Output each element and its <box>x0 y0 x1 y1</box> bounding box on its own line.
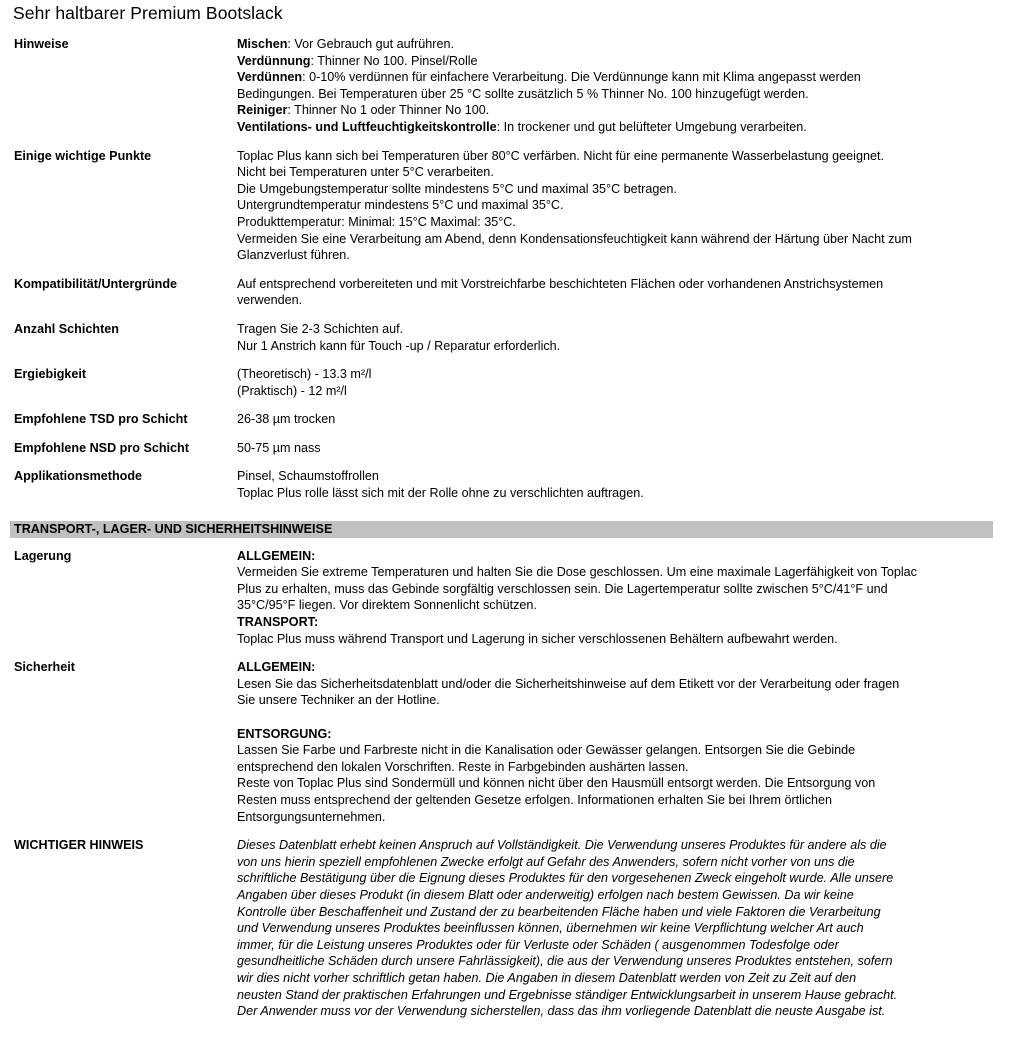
text-line <box>237 321 997 338</box>
body-text: : Vor Gebrauch gut aufrühren. <box>287 37 455 51</box>
text-line <box>237 197 997 214</box>
text-line <box>237 904 997 921</box>
datasheet-row-sicherheit <box>0 659 1024 825</box>
row-label: Lagerung <box>14 548 72 563</box>
datasheet-row-kompatibilitat-untergrunde <box>0 276 1024 309</box>
text-line <box>237 411 997 428</box>
text-line <box>237 870 997 887</box>
text-line <box>237 468 997 485</box>
body-text: von uns hierin speziell empfohlenen Zwecke erfolgt auf Gefahr des Anwenders, sofern nicht vorher von uns die <box>237 854 855 869</box>
datasheet-row-ergiebigkeit <box>0 366 1024 399</box>
text-line <box>237 214 997 231</box>
row-label: Kompatibilität/Untergründe <box>14 276 178 291</box>
text-line <box>237 338 997 355</box>
text-line <box>237 726 997 743</box>
datasheet-row-einige-wichtige-punkte <box>0 148 1024 264</box>
row-content <box>237 440 997 457</box>
body-text: entsprechend den lokalen Vorschriften. Reste in Farbgebinden aushärten lassen. <box>237 759 689 774</box>
row-content <box>237 321 997 354</box>
row-label: Applikationsmethode <box>14 469 143 484</box>
row-label: Einige wichtige Punkte <box>14 148 152 163</box>
text-line <box>237 937 997 954</box>
bold-lead-text: Mischen <box>237 37 288 51</box>
bold-lead-text: Verdünnen <box>237 70 303 85</box>
text-line <box>237 564 997 581</box>
bold-lead-text: ALLGEMEIN: <box>237 660 316 675</box>
body-text: Glanzverlust führen. <box>237 248 350 263</box>
text-line <box>237 676 997 693</box>
body-text: 50-75 µm nass <box>237 440 321 455</box>
text-line <box>237 292 997 309</box>
row-content <box>237 411 997 428</box>
row-content <box>237 276 997 309</box>
text-line <box>237 164 997 181</box>
body-text: Vermeiden Sie eine Verarbeitung am Abend, denn Kondensationsfeuchtigkeit kann während der Härtung über Nacht zum <box>237 231 912 246</box>
row-content <box>237 548 997 648</box>
text-line <box>237 837 997 854</box>
bold-lead-text: ALLGEMEIN: <box>237 548 316 563</box>
text-line <box>237 102 997 119</box>
body-text: Tragen Sie 2-3 Schichten auf. <box>237 321 404 336</box>
body-text: schriftliche Bestätigung über die Eignung dieses Produktes für den vorgesehenen Zweck eingeholt wurde. Alle unsere <box>237 871 894 886</box>
body-text: Die Umgebungstemperatur sollte mindestens 5°C und maximal 35°C betragen. <box>237 181 677 196</box>
row-label: Empfohlene TSD pro Schicht <box>14 412 188 427</box>
text-line <box>237 920 997 937</box>
text-line <box>237 953 997 970</box>
body-text: Bedingungen. Bei Temperaturen über 25 °C sollte zusätzlich 5 % Thinner No. 100 hinzugefügt werden. <box>237 86 809 101</box>
row-content <box>237 36 997 136</box>
row-label: Hinweise <box>14 37 69 51</box>
text-line <box>237 231 997 248</box>
body-text: Reste von Toplac Plus sind Sondermüll und können nicht über den Hausmüll entsorgt werden. Die Entsorgung von <box>237 776 876 791</box>
text-line <box>237 247 997 264</box>
body-text: : In trockener und gut belüfteter Umgebung verarbeiten. <box>496 119 807 134</box>
body-text: immer, für die Leistung unseres Produktes oder für Verluste oder Schäden ( ausgenommen Todesfolge oder <box>237 937 839 952</box>
text-line <box>237 69 997 86</box>
text-line <box>237 709 997 726</box>
row-content <box>237 468 997 501</box>
body-text: Untergrundtemperatur mindestens 5°C und maximal 35°C. <box>237 198 564 213</box>
body-text: Nicht bei Temperaturen unter 5°C verarbeiten. <box>237 165 494 180</box>
body-text: Resten muss entsprechend der geltenden Gesetze erfolgen. Informationen erhalten Sie bei Ihrem örtlichen <box>237 792 833 807</box>
text-line <box>237 440 997 457</box>
body-text: : 0-10% verdünnen für einfachere Verarbeitung. Die Verdünnunge kann mit Klima angepasst werden <box>302 70 861 85</box>
bold-lead-text: TRANSPORT: <box>237 615 319 630</box>
body-text: (Praktisch) - 12 m²/l <box>237 383 347 398</box>
body-text: Plus zu erhalten, muss das Gebinde sorgfältig verschlossen sein. Die Lagertemperatur sollte zwischen 5°C/41°F und <box>237 581 888 596</box>
text-line <box>237 597 997 614</box>
bold-lead-text: Reiniger <box>237 103 288 118</box>
datasheet-row-applikationsmethode <box>0 468 1024 501</box>
text-line <box>237 581 997 598</box>
text-line <box>237 987 997 1004</box>
section-header-label: TRANSPORT-, LAGER- UND SICHERHEITSHINWEISE <box>14 521 333 536</box>
row-label: Anzahl Schichten <box>14 321 119 336</box>
page-title: Sehr haltbarer Premium Bootslack <box>13 3 283 23</box>
body-text: : Thinner No 100. Pinsel/Rolle <box>310 53 478 68</box>
text-line <box>237 485 997 502</box>
row-label: Empfohlene NSD pro Schicht <box>14 440 189 455</box>
bold-lead-text: Ventilations- und Luftfeuchtigkeitskontrolle <box>237 119 497 134</box>
text-line <box>237 383 997 400</box>
text-line <box>237 86 997 103</box>
body-text: neusten Stand der praktischen Erfahrungen und Ergebnisse ständiger Entwicklungsarbeit in unserem Hause gebracht. <box>237 987 898 1002</box>
row-label: Sicherheit <box>14 660 75 675</box>
text-line <box>237 36 997 53</box>
body-text: Lesen Sie das Sicherheitsdatenblatt und/oder die Sicherheitshinweise auf dem Etikett vor der Verarbeitung oder fragen <box>237 676 900 691</box>
body-text: Nur 1 Anstrich kann für Touch -up / Reparatur erforderlich. <box>237 338 561 353</box>
safety-info-table <box>0 548 1024 1020</box>
section-header-bar <box>10 521 993 538</box>
datasheet-row-lagerung <box>0 548 1024 648</box>
datasheet-row-wichtiger-hinweis <box>0 837 1024 1020</box>
text-line <box>237 775 997 792</box>
body-text: (Theoretisch) - 13.3 m²/l <box>237 367 372 382</box>
text-line <box>237 276 997 293</box>
body-text: Lassen Sie Farbe und Farbreste nicht in die Kanalisation oder Gewässer gelangen. Entsorgen Sie die Gebinde <box>237 743 856 758</box>
row-content <box>237 366 997 399</box>
body-text: Angaben über dieses Produkt (in diesem Blatt oder anderweitig) erfolgen nach bestem Gewissen. Da wir keine <box>237 887 854 902</box>
body-text: gesundheitliche Schäden durch unsere Fahrlässigkeit), die aus der Verwendung unseres Produktes entstehen, sofern <box>237 954 893 969</box>
row-content <box>237 837 997 1020</box>
body-text: Entsorgungsunternehmen. <box>237 809 386 824</box>
text-line <box>237 548 997 565</box>
text-line <box>237 1003 997 1020</box>
body-text: 26-38 µm trocken <box>237 412 336 427</box>
row-label: WICHTIGER HINWEIS <box>14 838 144 853</box>
text-line <box>237 809 997 826</box>
text-line <box>237 366 997 383</box>
body-text: : Thinner No 1 oder Thinner No 100. <box>287 103 490 118</box>
text-line <box>237 181 997 198</box>
text-line <box>237 692 997 709</box>
bold-lead-text: ENTSORGUNG: <box>237 726 332 741</box>
text-line <box>237 659 997 676</box>
datasheet-row-empfohlene-tsd-pro-schicht <box>0 411 1024 428</box>
datasheet-row-empfohlene-nsd-pro-schicht <box>0 440 1024 457</box>
text-line <box>237 887 997 904</box>
row-label: Ergiebigkeit <box>14 367 87 382</box>
row-content <box>237 148 997 264</box>
text-line <box>237 148 997 165</box>
body-text: Vermeiden Sie extreme Temperaturen und halten Sie die Dose geschlossen. Um eine maximale Lagerfähigkeit von Toplac <box>237 565 917 580</box>
text-line <box>237 119 997 136</box>
body-text: Produkttemperatur: Minimal: 15°C Maximal: 35°C. <box>237 214 516 229</box>
body-text: Der Anwender muss vor der Verwendung sicherstellen, dass das ihm vorliegende Datenblatt die neuste Ausgabe ist. <box>237 1004 886 1019</box>
text-line <box>237 759 997 776</box>
body-text: Toplac Plus kann sich bei Temperaturen über 80°C verfärben. Nicht für eine permanente Wasserbelastung geeignet. <box>237 148 884 163</box>
body-text: Sie unsere Techniker an der Hotline. <box>237 693 440 708</box>
row-content <box>237 659 997 825</box>
body-text: Kontrolle über Beschaffenheit und Zustand der zu bearbeitenden Fläche haben und viele Faktoren die Verarbeitung <box>237 904 881 919</box>
body-text: 35°C/95°F liegen. Vor direktem Sonnenlicht schützen. <box>237 598 537 613</box>
text-line <box>237 970 997 987</box>
product-spec-table <box>0 36 1024 502</box>
bold-lead-text: Verdünnung <box>237 53 311 68</box>
body-text: Pinsel, Schaumstoffrollen <box>237 469 379 484</box>
body-text: und Verwendung unseres Produktes beeinflussen können, übernehmen wir keine Verpflichtung welcher Art auch <box>237 921 864 936</box>
text-line <box>237 614 997 631</box>
body-text: Auf entsprechend vorbereiteten und mit Vorstreichfarbe beschichteten Flächen oder vorhandenen Anstrichsystemen <box>237 276 884 291</box>
body-text: Toplac Plus rolle lässt sich mit der Rolle ohne zu verschlichten auftragen. <box>237 486 644 501</box>
text-line <box>237 742 997 759</box>
body-text: Dieses Datenblatt erhebt keinen Anspruch auf Vollständigkeit. Die Verwendung unseres Produktes für andere als die <box>237 838 887 853</box>
text-line <box>237 631 997 648</box>
text-line <box>237 854 997 871</box>
datasheet-row-anzahl-schichten <box>0 321 1024 354</box>
body-text: Toplac Plus muss während Transport und Lagerung in sicher verschlossenen Behältern aufbewahrt werden. <box>237 631 838 646</box>
text-line <box>237 53 997 70</box>
body-text: verwenden. <box>237 293 303 308</box>
text-line <box>237 792 997 809</box>
body-text: wir dies nicht vorher schriftlich getan haben. Die Angaben in diesem Datenblatt werden von Zeit zu Zeit auf den <box>237 970 857 985</box>
datasheet-row-hinweise <box>0 36 1024 136</box>
